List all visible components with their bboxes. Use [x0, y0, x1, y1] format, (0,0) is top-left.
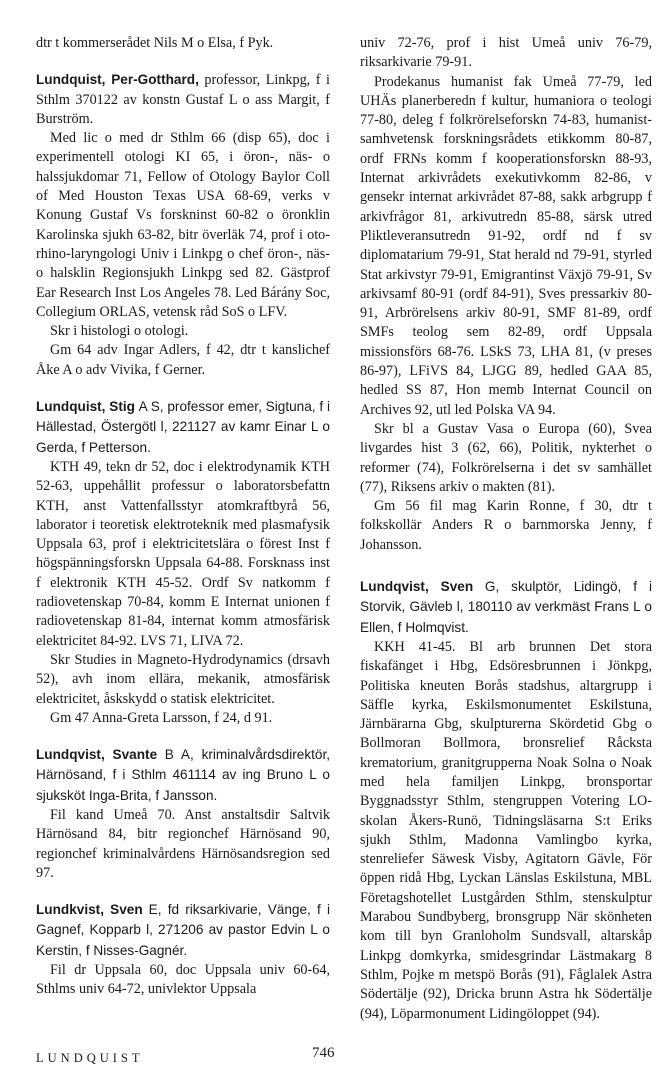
- entry-family: Gm 56 fil mag Karin Ronne, f 30, dtr t folkskollär Anders R o barnmorska Jenny, f Johansson.: [360, 498, 652, 553]
- entry-intro: G, skulptör, Lidingö, f i Storvik, Gävleb l, 180110 av verkmäst Frans L o Ellen, f Holmqvist.: [360, 579, 653, 635]
- entry-headword: Lundkvist, Sven: [36, 902, 143, 918]
- continuation-text: univ 72-76, prof i hist Umeå univ 76-79, riksarkivarie 79-91.: [360, 35, 652, 71]
- entry-writings: Skr bl a Gustav Vasa o Europa (60), Svea livgardes hist 3 (62, 66), Politik, nykterhet o reformer (74), Folkrörelserna i det sv samhället (77), Riksens arkiv o makten (81).: [360, 420, 652, 495]
- entry-headword: Lundquist, Stig: [36, 399, 135, 415]
- entry-lundquist-stig: [36, 397, 330, 728]
- page-number: 746: [312, 1045, 335, 1061]
- entry-headword: Lundqvist, Svante: [36, 747, 158, 763]
- entry-works: KKH 41-45. Bl arb brunnen Det stora fiskafänget i Hbg, Edsöresbrunnen i Jönkpg, Politiska kneuten Borås stadshus, altargrupp i Säffle kyrka, Eskilsmonumentet Eskilstuna, Järnbärarna Gbg, skulpturerna Skördetid Gbg o Bollmoran Bollmora, bronsrelief Råcksta krematorium, granitgrupperna Noak Solna o Noak med hela familjen Linkpg, bronsportar Byggnadsstyr Sthlm, stengruppen Votering LO-skolan Åkers-Runö, Tidningsläsarna S:t Eriks sjukh Sthlm, Madonna Vamlingbo kyrka, stenreliefer Säwesk Visby, Agitatorn Gävle, För öppen ridå Hbg, Lyckan Länslas Eskilstuna, MBL Företagshotellet Lustgården Sthlm, stenskulptur Marabou Sundbyberg, bronsgrupp När skönheten kom till byn Granloholm Sundsvall, altarskåp Linkpg domkyrka, smidesgrindar Lästmakarg 8 Sthlm, Pojke m metspö Borås (91), Fåglalek Astra Södertälje (92), Dricka brunn Astra hk Södertälje (94), Löparmonument Lidingöloppet (94).: [360, 638, 652, 1022]
- left-column: [36, 34, 330, 1000]
- entry-lundkvist-sven: [36, 900, 330, 999]
- running-head: LUNDQUIST: [36, 1051, 144, 1065]
- entry-intro: E, fd riksarkivarie, Vänge, f i Gagnef, Kopparb l, 271206 av pastor Edvin L o Kerstin, f Nisses-Gagnér.: [36, 902, 331, 958]
- entry-career: Fil dr Uppsala 60, doc Uppsala univ 60-64, Sthlms univ 64-72, univlektor Uppsala: [36, 962, 330, 998]
- entry-intro: B A, kriminalvårdsdirektör, Härnösand, f i Sthlm 461114 av ing Bruno L o sjuksköt Inga-Brita, f Jansson.: [36, 747, 331, 803]
- entry-writings: Skr Studies in Magneto-Hydrodynamics (drsavh 52), avh inom ellära, mekanik, atmosfärisk elektricitet, åskskydd o statisk elektricitet.: [36, 651, 330, 707]
- continuation-text: dtr t kommerserådet Nils M o Elsa, f Pyk.: [36, 35, 274, 51]
- entry-career: KTH 49, tekn dr 52, doc i elektrodynamik KTH 52-63, uppehållit professur o laboratorsbefattn KTH, anst Vattenfallsstyr atomkraftbyrå 56, laborator i teoretisk elektroteknik med plasmafysik Uppsala 63, prof i elektricitetslära o förest Inst f högspänningsforskn Uppsala 64-88. Forsknass inst f elektronik KTH 45-52. Ordf Sv natkomm f radiovetenskap 70-84, komm E Internat unionen f radiovetenskap 81-84, internat komm atmosfärisk elektricitet 84-92. LVS 71, LIVA 72.: [36, 458, 330, 649]
- entry-lundquist-per-gotthard: [36, 70, 330, 380]
- entry-headword: Lundquist, Per-Gotthard,: [36, 72, 199, 88]
- entry-lundqvist-svante: [36, 745, 330, 883]
- entry-family: Gm 47 Anna-Greta Larsson, f 24, d 91.: [50, 709, 273, 726]
- entry-intro: A S, professor emer, Sigtuna, f i Hällestad, Östergötl l, 221127 av kamr Einar L o Gerda, f Petterson.: [36, 399, 330, 455]
- entry-family: Gm 64 adv Ingar Adlers, f 42, dtr t kanslichef Åke A o adv Vivika, f Gerner.: [36, 342, 330, 378]
- right-column: [360, 34, 652, 1024]
- entry-career: Prodekanus humanist fak Umeå 77-79, led UHÄs planerberedn f kultur, humaniora o teologi 77-80, deleg f folkrörelseforskn 74-83, humanist-samhvetensk forskningsrådets etikkomm 80-87, ordf FRNs komm f kooperationsforskn 88-93, Internat arkivrådets exekutivkomm 82-86, v gensekr internat arkivrådet 87-88, sakk arbgrupp f arkivfrågor 81, arkivutredn 85-88, särsk utred Pliktleveransutredn 91-92, ordf nd f sv diplomatarium 79-91, Stat herald nd 79-91, styrled Stat arkivstyr 79-91, Emigrantinst Växjö 79-91, Sv arkivsamf 80-91 (ordf 84-91), Sves pressarkiv 80-91, Arbrörelsens arkiv 80-91, SMF 81-89, ordf SMFs teolog sem 82-89, ordf Uppsala missionsförs 68-76. LSkS 73, LHA 81, (v preses 86-97), LFiVS 84, LJGG 89, hedled GAA 85, hedled SS 87, Hon memb Internat Council on Archives 92, utl led Polska VA 94.: [360, 73, 652, 418]
- entry-career: Med lic o med dr Sthlm 66 (disp 65), doc i experimentell otologi KI 65, i öron-, näs- o halssjukdomar 71, Fellow of Otology Baylor Coll of Med Houston Texas USA 68-69, verks v Konung Gustaf Vs forskninst 60-82 o öronklin Karolinska sjukh 63-82, bitr överläk 74, prof i oto-rhino-laryngologi Univ i Linkpg o chef öron-, näs- o halsklin Regionsjukh Linkpg sed 82. Gästprof Ear Research Inst Los Angeles 78. Led Bárány Soc, Collegium ORLAS, vetensk råd SoS o LFV.: [36, 130, 330, 320]
- entry-headword: Lundqvist, Sven: [360, 579, 474, 595]
- entry-writings: Skr i histologi o otologi.: [50, 323, 189, 340]
- entry-intro: professor, Linkpg, f i Sthlm 370122 av konstn Gustaf L o ass Margit, f Burström.: [36, 72, 330, 127]
- entry-lundqvist-sven: [360, 577, 652, 1024]
- entry-career: Fil kand Umeå 70. Anst anstaltsdir Saltvik Härnösand 84, bitr regionchef Härnösand 90, regionchef kriminalvårdens Härnösandsregion sed 97.: [36, 806, 330, 881]
